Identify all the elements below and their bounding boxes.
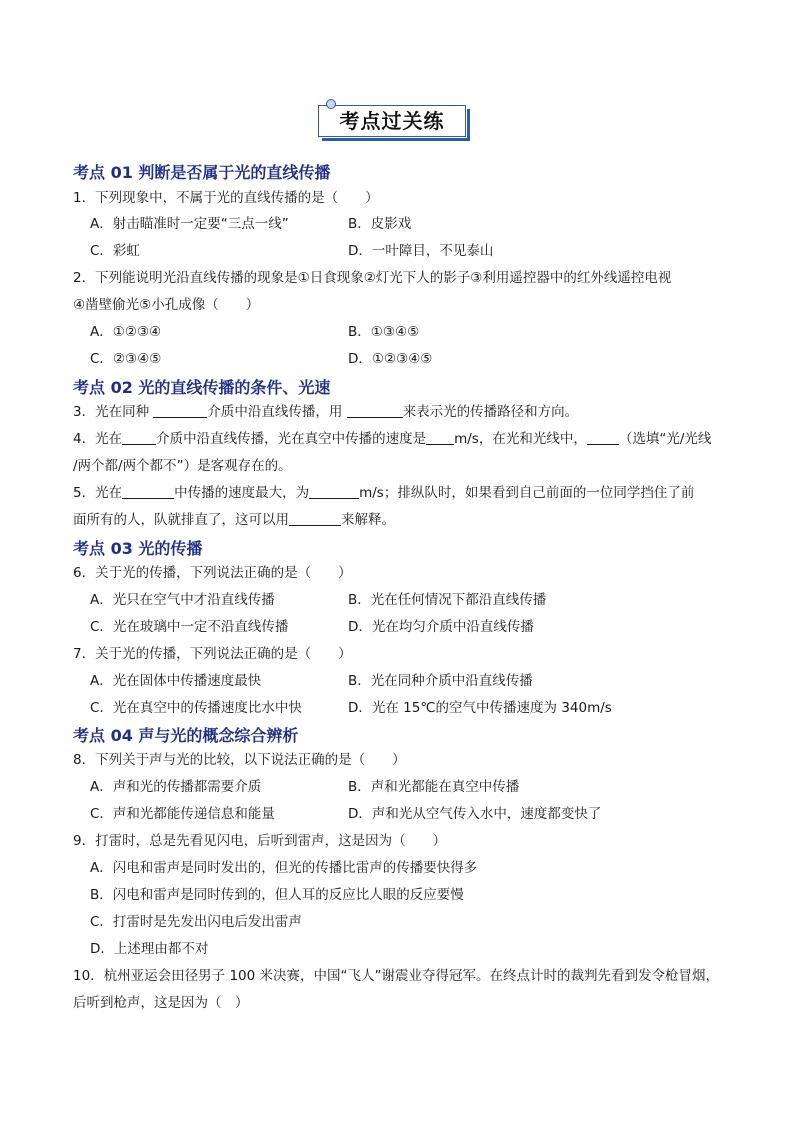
- question-10-line2: 后听到枪声，这是因为（ ）: [73, 995, 249, 1011]
- question-6-stem: 6．关于光的传播，下列说法正确的是（ ）: [73, 565, 352, 581]
- question-7-option-d: D．光在 15℃的空气中传播速度为 340m/s: [348, 700, 612, 716]
- question-1-stem: 1．下列现象中，不属于光的直线传播的是（ ）: [73, 190, 379, 206]
- question-3-text-3: 来表示光的传播路径和方向。: [402, 404, 579, 420]
- question-6-option-c: C．光在玻璃中一定不沿直线传播: [90, 619, 289, 635]
- question-4-blank-1[interactable]: [122, 432, 156, 445]
- question-5-text-4: 面所有的人，队就排直了，这可以用: [73, 512, 289, 528]
- question-4-blank-2[interactable]: [426, 432, 454, 445]
- question-2-stem-line2: ④凿壁偷光⑤小孔成像（ ）: [73, 297, 260, 313]
- question-6-option-b: B．光在任何情况下都沿直线传播: [348, 592, 547, 608]
- question-4-blank-3[interactable]: [587, 432, 619, 445]
- question-1-option-a: A．射击瞄准时一定要“三点一线”: [90, 216, 289, 232]
- question-4-text-1: 4．光在: [73, 431, 123, 447]
- question-5-blank-1[interactable]: [122, 486, 174, 499]
- question-7-option-b: B．光在同种介质中沿直线传播: [348, 673, 533, 689]
- question-1-option-c: C．彩虹: [90, 243, 140, 259]
- question-4-line2: /两个都/两个都不”）是客观存在的。: [73, 458, 292, 474]
- question-6-option-a: A．光只在空气中才沿直线传播: [90, 592, 275, 608]
- question-5-blank-2[interactable]: [309, 486, 359, 499]
- question-9-option-c: C．打雷时是先发出闪电后发出雷声: [90, 914, 302, 930]
- section-heading-01: 考点 01 判断是否属于光的直线传播: [73, 163, 331, 182]
- page-title: 考点过关练: [339, 109, 445, 133]
- question-7-stem: 7．关于光的传播，下列说法正确的是（ ）: [73, 646, 352, 662]
- question-5-line1: [73, 481, 694, 501]
- question-8-option-a: A．声和光的传播都需要介质: [90, 779, 262, 795]
- question-2-option-a: A．①②③④: [90, 324, 162, 340]
- question-5-line2: [73, 508, 395, 528]
- question-3: [73, 400, 578, 420]
- question-5-text-3: m/s；排纵队时，如果看到自己前面的一位同学挡住了前: [359, 485, 695, 501]
- question-8-stem: 8．下列关于声与光的比较，以下说法正确的是（ ）: [73, 752, 406, 768]
- question-5-blank-3[interactable]: [289, 513, 341, 526]
- question-8-option-c: C．声和光都能传递信息和能量: [90, 806, 275, 822]
- section-heading-03: 考点 03 光的传播: [73, 539, 203, 558]
- question-5-text-2: 中传播的速度最大，为: [174, 485, 310, 501]
- question-4-line1: [73, 427, 711, 447]
- question-9-option-b: B．闪电和雷声是同时传到的，但人耳的反应比人眼的反应要慢: [90, 887, 464, 903]
- question-1-option-b: B．皮影戏: [348, 216, 412, 232]
- question-3-blank-2[interactable]: [347, 405, 403, 418]
- question-2-option-d: D．①②③④⑤: [348, 351, 433, 367]
- question-7-option-a: A．光在固体中传播速度最快: [90, 673, 262, 689]
- question-4-text-2: 介质中沿直线传播，光在真空中传播的速度是: [156, 431, 427, 447]
- question-5-text-5: 来解释。: [341, 512, 395, 528]
- question-2-stem-line1: 2．下列能说明光沿直线传播的现象是①日食现象②灯光下人的影子③利用遥控器中的红外线遥控电视: [73, 270, 672, 286]
- question-3-text-2: 介质中沿直线传播，用: [207, 404, 347, 420]
- question-8-option-d: D．声和光从空气传入水中，速度都变快了: [348, 806, 602, 822]
- question-3-text-1: 3．光在同种: [73, 404, 154, 420]
- question-2-option-c: C．②③④⑤: [90, 351, 162, 367]
- question-2-option-b: B．①③④⑤: [348, 324, 420, 340]
- question-5-text-1: 5．光在: [73, 485, 123, 501]
- section-heading-04: 考点 04 声与光的概念综合辨析: [73, 726, 299, 745]
- question-6-option-d: D．光在均匀介质中沿直线传播: [348, 619, 534, 635]
- question-4-text-3: m/s，在光和光线中，: [454, 431, 587, 447]
- question-7-option-c: C．光在真空中的传播速度比水中快: [90, 700, 302, 716]
- question-3-blank-1[interactable]: [153, 405, 207, 418]
- question-9-stem: 9．打雷时，总是先看见闪电，后听到雷声，这是因为（ ）: [73, 833, 447, 849]
- title-banner: [318, 105, 470, 141]
- question-1-option-d: D．一叶障目，不见泰山: [348, 243, 494, 259]
- question-8-option-b: B．声和光都能在真空中传播: [348, 779, 520, 795]
- question-9-option-a: A．闪电和雷声是同时发出的，但光的传播比雷声的传播要快得多: [90, 860, 478, 876]
- question-4-text-4: （选填“光/光线: [618, 431, 712, 447]
- question-10-line1: 10．杭州亚运会田径男子 100 米决赛，中国“飞人”谢震业夺得冠军。在终点计时的裁判先看到发令枪冒烟，: [73, 968, 720, 984]
- section-heading-02: 考点 02 光的直线传播的条件、光速: [73, 378, 331, 397]
- question-9-option-d: D．上述理由都不对: [90, 941, 209, 957]
